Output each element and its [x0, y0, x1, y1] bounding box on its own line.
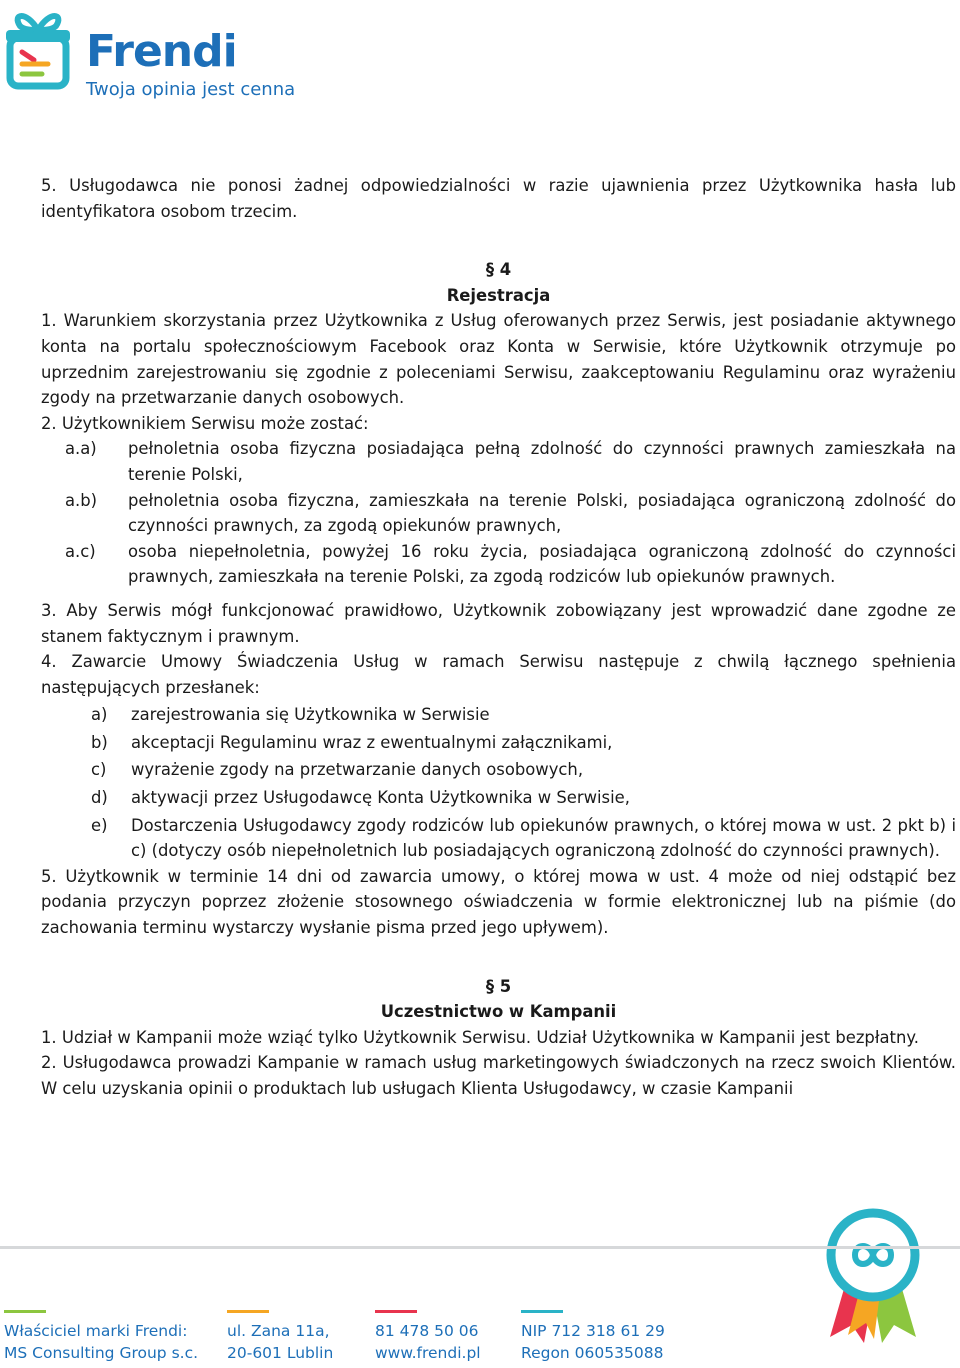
footer-address-line2: 20-601 Lublin	[227, 1344, 334, 1362]
section-4-paragraph-2: 2. Użytkownikiem Serwisu może zostać:	[41, 413, 369, 433]
section-5-paragraph-2: 2. Usługodawca prowadzi Kampanie w ramach usług marketingowych świadczonych na rzecz swoich Klientów. W celu uzyskania opinii o produktach lub usługach Klienta Usługodawcy, w czasie Kampanii	[41, 1053, 956, 1098]
list-item-label: a.a)	[65, 439, 97, 459]
list-item-text: aktywacji przez Usługodawcę Konta Użytkownika w Serwisie,	[131, 788, 630, 808]
footer-phone: 81 478 50 06	[375, 1322, 479, 1340]
list-item-label: a)	[91, 705, 108, 725]
list-item	[65, 436, 956, 487]
list-item-label: c)	[91, 760, 107, 780]
footer-owner-line2: MS Consulting Group s.c.	[4, 1344, 199, 1362]
footer	[0, 1310, 960, 1368]
document-body	[41, 173, 956, 1102]
list-item-text: wyrażenie zgody na przetwarzanie danych osobowych,	[131, 760, 584, 780]
brand-slogan: Twoja opinia jest cenna	[86, 79, 296, 100]
section-4-paragraph-4: 4. Zawarcie Umowy Świadczenia Usług w ramach Serwisu następuje z chwilą łącznego spełnienia następujących przesłanek:	[41, 652, 956, 697]
list-item	[65, 488, 956, 539]
section-4-title: Rejestracja	[446, 285, 551, 305]
footer-divider	[0, 1246, 960, 1249]
list-item-text: zarejestrowania się Użytkownika w Serwisie	[131, 705, 490, 725]
section-5-number: § 5	[485, 976, 512, 996]
list-item-label: d)	[91, 788, 108, 808]
list-item-text: akceptacji Regulaminu wraz z ewentualnymi załącznikami,	[131, 732, 613, 752]
list-item-label: a.c)	[65, 541, 96, 561]
footer-contact	[375, 1310, 481, 1364]
footer-nip: NIP 712 318 61 29	[521, 1322, 665, 1340]
section-4-paragraph-1: 1. Warunkiem skorzystania przez Użytkownika z Usług oferowanych przez Serwis, jest posiadanie aktywnego konta na portalu społecznościowym Facebook oraz Konta w Serwisie, które Użytkownik otrzymuje po uprzednim zarejestrowaniu się zgodnie z poleceniami Serwisu, zaakceptowaniu Regulaminu oraz wyrażeniu zgody na przetwarzanie danych osobowych.	[41, 311, 956, 408]
list-item-label: e)	[91, 815, 108, 835]
list-item	[91, 813, 956, 864]
list-item-text: Dostarczenia Usługodawcy zgody rodziców lub opiekunów prawnych, o której mowa w ust. 2 pkt b) i c) (dotyczy osób niepełnoletnich lub posiadających ograniczoną zdolność do czynności prawnych).	[131, 815, 956, 861]
footer-address-line1: ul. Zana 11a,	[227, 1322, 330, 1340]
list-item-label: b)	[91, 732, 108, 752]
list-item-text: pełnoletnia osoba fizyczna posiadająca pełną zdolność do czynności prawnych zamieszkała na terenie Polski,	[128, 439, 956, 484]
list-item-label: a.b)	[65, 490, 98, 510]
section-4-number: § 4	[485, 260, 512, 280]
paragraph-prev-5: 5. Usługodawca nie ponosi żadnej odpowiedzialności w razie ujawnienia przez Użytkownika hasła lub identyfikatora osobom trzecim.	[41, 176, 956, 221]
section-4-paragraph-5: 5. Użytkownik w terminie 14 dni od zawarcia umowy, o której mowa w ust. 4 może od niej odstąpić bez podania przyczyn poprzez złożenie stosownego oświadczenia w formie elektronicznej lub na piśmie (do zachowania terminu wystarczy wysłanie pisma przed jego upływem).	[41, 866, 956, 938]
list-item	[91, 730, 956, 756]
list-item-text: osoba niepełnoletnia, powyżej 16 roku życia, posiadająca ograniczoną zdolność do czynności prawnych, zamieszkała na terenie Polski, za zgodą rodziców lub opiekunów prawnych.	[128, 541, 956, 587]
brand-name: Frendi	[86, 26, 237, 77]
section-5-title: Uczestnictwo w Kampanii	[380, 1002, 617, 1022]
list-item	[91, 757, 956, 783]
list-item	[91, 702, 956, 728]
list-item	[65, 539, 956, 590]
footer-address	[227, 1310, 333, 1364]
list-item-text: pełnoletnia osoba fizyczna, zamieszkała na terenie Polski, posiadająca ograniczoną zdolność do czynności prawnych, za zgodą opiekunów prawnych,	[128, 490, 956, 536]
brand-logo	[4, 4, 304, 100]
section-5-paragraph-1: 1. Udział w Kampanii może wziąć tylko Użytkownik Serwisu. Udział Użytkownika w Kampanii jest bezpłatny.	[41, 1027, 919, 1047]
gift-icon	[4, 4, 74, 94]
footer-owner-line1: Właściciel marki Frendi:	[4, 1322, 188, 1340]
footer-website[interactable]: www.frendi.pl	[375, 1344, 481, 1362]
footer-company-ids	[521, 1310, 665, 1364]
list-item	[91, 785, 956, 811]
footer-regon: Regon 060535088	[521, 1344, 664, 1362]
section-4-paragraph-3: 3. Aby Serwis mógł funkcjonować prawidłowo, Użytkownik zobowiązany jest wprowadzić dane zgodne ze stanem faktycznym i prawnym.	[41, 600, 956, 646]
footer-owner	[4, 1310, 198, 1364]
